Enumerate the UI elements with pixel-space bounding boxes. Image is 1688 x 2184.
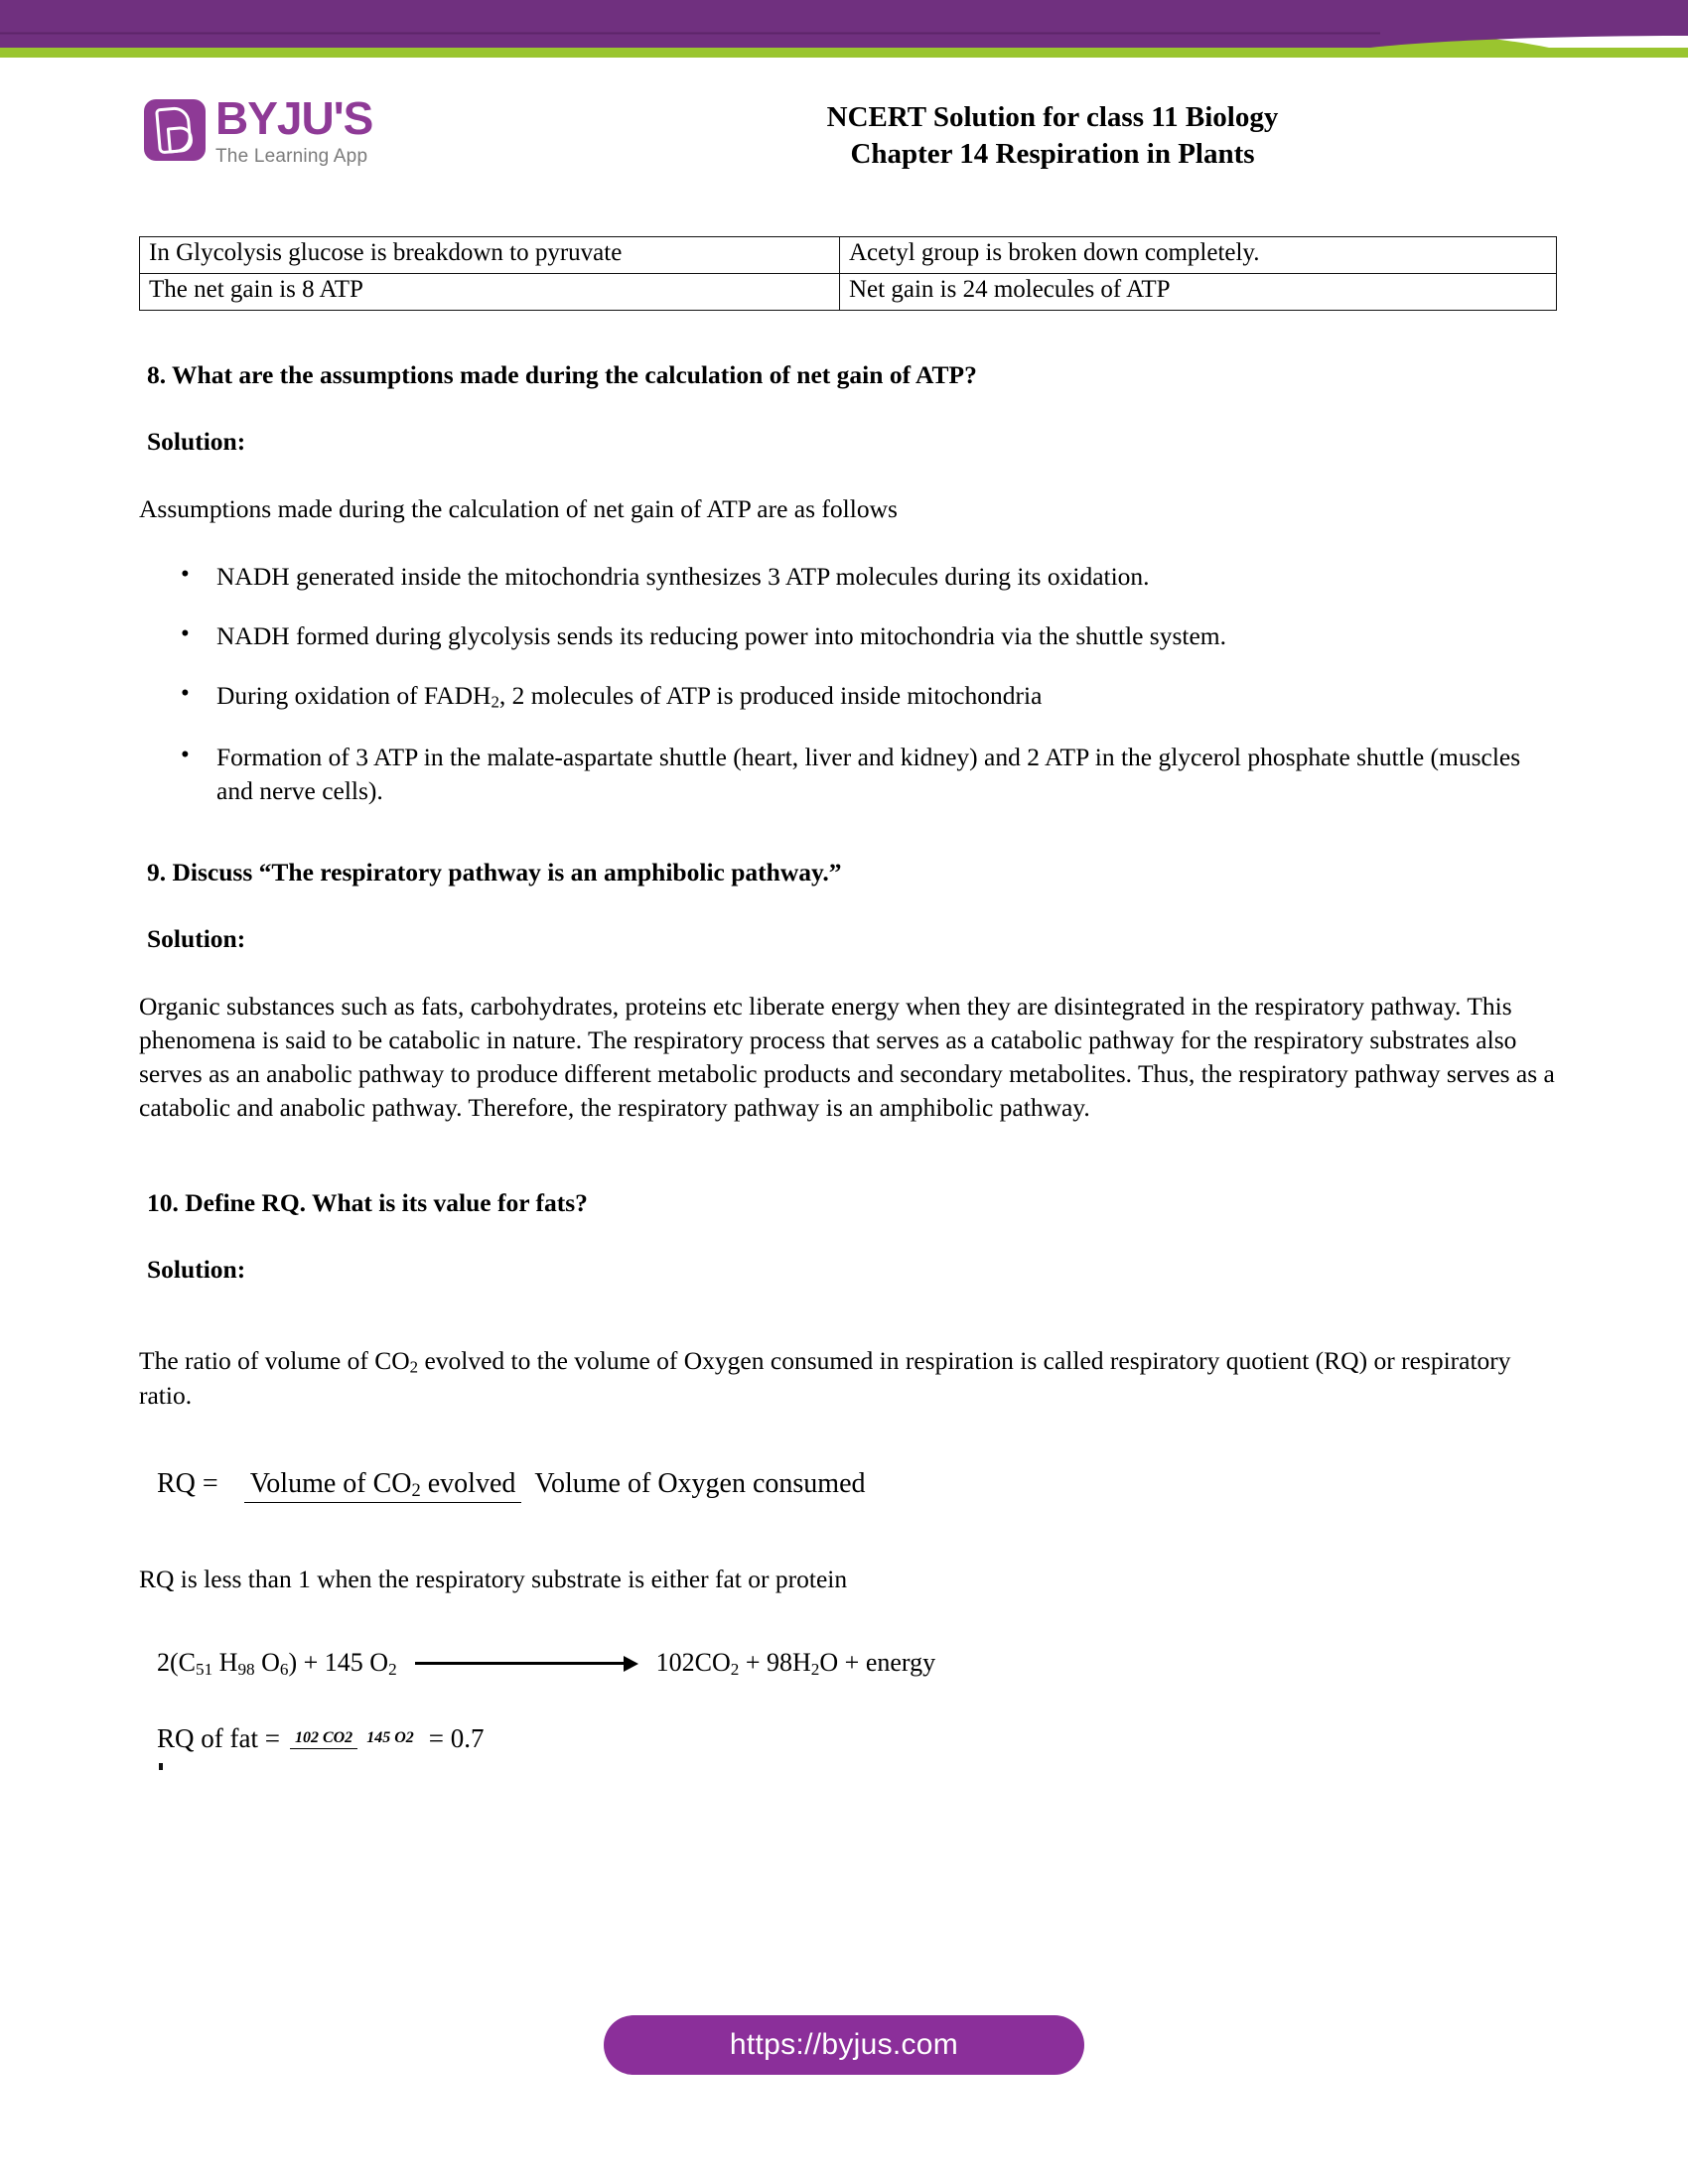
rq-note: RQ is less than 1 when the respiratory substrate is either fat or protein xyxy=(139,1564,848,1593)
byjus-b-icon xyxy=(144,99,206,161)
rq-fat-result: = 0.7 xyxy=(428,1722,485,1753)
definition-text-pre: The ratio of volume of CO xyxy=(139,1345,410,1375)
table-cell-right: Acetyl group is broken down completely. xyxy=(840,237,1557,274)
fadh2-subscript: 2 xyxy=(491,693,499,713)
byjus-url-button[interactable] xyxy=(604,2015,1084,2075)
rq-of-fat-calculation xyxy=(157,1723,1559,1754)
page-title xyxy=(596,99,1509,173)
definition-text-post: evolved to the volume of Oxygen consumed in respiration is called respiratory quotient (RQ) or respiratory ratio. xyxy=(139,1345,1511,1410)
question-8-intro: Assumptions made during the calculation of net gain of ATP are as follows xyxy=(139,494,898,524)
rq-fraction-denominator: Volume of Oxygen consumed xyxy=(534,1467,866,1499)
rq-fraction xyxy=(244,1468,872,1501)
byjus-logo xyxy=(144,92,373,168)
rq-formula xyxy=(157,1468,1559,1501)
list-item xyxy=(139,679,1559,714)
title-line-2: Chapter 14 Respiration in Plants xyxy=(850,138,1255,171)
eq-r-mid2: O xyxy=(254,1647,280,1677)
eq-sub-51: 51 xyxy=(196,1659,213,1679)
question-8-assumption-list xyxy=(139,560,1559,808)
title-line-1: NCERT Solution for class 11 Biology xyxy=(826,101,1279,133)
question-10-definition xyxy=(139,1344,1559,1413)
eq-r-end: ) + 145 O xyxy=(288,1647,389,1677)
document-body xyxy=(139,228,1559,1754)
list-item-text-pre: During oxidation of FADH xyxy=(216,681,492,711)
list-item: • Formation of 3 ATP in the malate-aspartate shuttle (heart, liver and kidney) and 2 ATP in the glycerol phosphate shuttle (muscles and nerve cells). xyxy=(139,741,1559,808)
rq-fat-fraction xyxy=(290,1729,419,1747)
list-item: • NADH formed during glycolysis sends its reducing power into mitochondria via the shuttle system. xyxy=(139,619,1559,653)
byjus-url-label: https://byjus.com xyxy=(729,2028,959,2061)
logo-tagline: The Learning App xyxy=(215,145,368,167)
rq-formula-lhs: RQ = xyxy=(157,1468,218,1500)
eq-p-sub1: 2 xyxy=(730,1659,740,1679)
stray-mark xyxy=(159,1763,163,1770)
question-9-answer: Organic substances such as fats, carbohydrates, proteins etc liberate energy when they are disintegrated in the respiratory pathway. This phenomena is said to be catabolic in nature. The respiratory process that serves as a catabolic pathway for the respiratory substrates also serves as an anabolic pathway to produce different metabolic products and secondary metabolites. Thus, the respiratory pathway serves as a catabolic and anabolic pathway. Therefore, the respiratory pathway is an amphibolic pathway. xyxy=(139,992,1555,1122)
table-row xyxy=(140,274,1557,311)
eq-p-mid: + 98H xyxy=(739,1647,811,1677)
question-10-solution-label: Solution: xyxy=(147,1254,246,1284)
eq-r-a: 2(C xyxy=(157,1647,196,1677)
comparison-table xyxy=(139,236,1557,311)
eq-r-mid: H xyxy=(212,1647,238,1677)
rq-fat-label: RQ of fat = xyxy=(157,1722,280,1753)
eq-sub-98: 98 xyxy=(237,1659,255,1679)
equation-products xyxy=(656,1648,935,1680)
eq-sub-o2: 2 xyxy=(388,1659,397,1679)
rq-fraction-numerator xyxy=(244,1468,522,1503)
rq-fat-denominator: 145 O2 xyxy=(366,1729,414,1747)
logo-wordmark: BYJU'S xyxy=(215,92,373,144)
equation-reactants xyxy=(157,1648,397,1680)
table-row xyxy=(140,237,1557,274)
header-banner xyxy=(0,0,1688,71)
eq-sub-6: 6 xyxy=(279,1659,289,1679)
eq-p-pre: 102CO xyxy=(655,1647,731,1677)
rq-num-post: evolved xyxy=(420,1467,516,1499)
rq-num-pre: Volume of CO xyxy=(249,1467,412,1499)
table-cell-left: In Glycolysis glucose is breakdown to pyruvate xyxy=(140,237,840,274)
eq-p-sub2: 2 xyxy=(810,1659,820,1679)
question-8-heading: 8. What are the assumptions made during the calculation of net gain of ATP? xyxy=(147,360,977,389)
list-item: • NADH generated inside the mitochondria synthesizes 3 ATP molecules during its oxidation. xyxy=(139,560,1559,594)
table-cell-right: Net gain is 24 molecules of ATP xyxy=(840,274,1557,311)
question-9-solution-label: Solution: xyxy=(147,924,246,954)
rq-num-subscript: 2 xyxy=(411,1479,421,1500)
fat-oxidation-equation xyxy=(157,1648,1559,1680)
list-item-text-post: , 2 molecules of ATP is produced inside mitochondria xyxy=(498,681,1043,711)
question-9-heading: 9. Discuss “The respiratory pathway is an amphibolic pathway.” xyxy=(147,857,842,887)
question-10-heading: 10. Define RQ. What is its value for fats? xyxy=(147,1187,588,1217)
question-8-solution-label: Solution: xyxy=(147,427,246,457)
eq-p-mid2: O + energy xyxy=(819,1647,936,1677)
table-cell-left: The net gain is 8 ATP xyxy=(140,274,840,311)
reaction-arrow-icon xyxy=(415,1656,638,1672)
co2-subscript: 2 xyxy=(409,1357,419,1377)
rq-fat-numerator: 102 CO2 xyxy=(290,1729,357,1749)
